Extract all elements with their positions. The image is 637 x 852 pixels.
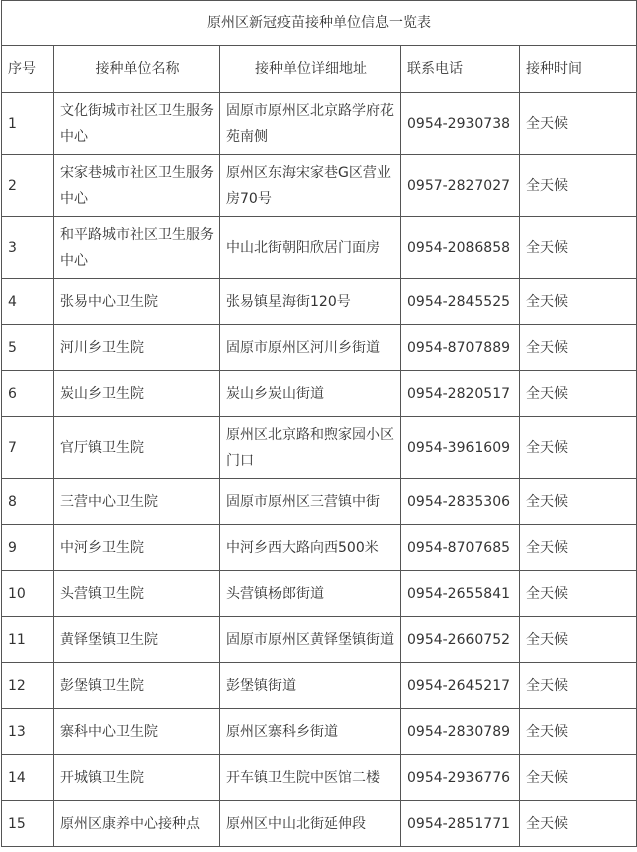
- table-row: [2, 755, 637, 801]
- cell-site-name: 文化街城市社区卫生服务中心: [54, 93, 220, 155]
- header-site-name: 接种单位名称: [54, 46, 220, 93]
- cell-address: 原州区东海宋家巷G区营业房70号: [220, 155, 401, 217]
- cell-time: 全天候: [520, 663, 637, 709]
- cell-time: 全天候: [520, 525, 637, 571]
- table-row: [2, 217, 637, 279]
- table-row: [2, 93, 637, 155]
- cell-phone: 0954-3961609: [401, 417, 520, 479]
- cell-address: 原州区寨科乡街道: [220, 709, 401, 755]
- cell-index: 7: [2, 417, 54, 479]
- table-title: 原州区新冠疫苗接种单位信息一览表: [2, 1, 637, 46]
- cell-phone: 0954-2655841: [401, 571, 520, 617]
- header-row: [2, 46, 637, 93]
- table-row: [2, 479, 637, 525]
- cell-address: 中山北街朝阳欣居门面房: [220, 217, 401, 279]
- cell-time: 全天候: [520, 479, 637, 525]
- vaccination-sites-table: [1, 0, 637, 847]
- cell-phone: 0954-2851771: [401, 801, 520, 847]
- cell-address: 原州区北京路和煦家园小区门口: [220, 417, 401, 479]
- cell-site-name: 开城镇卫生院: [54, 755, 220, 801]
- cell-address: 固原市原州区河川乡街道: [220, 325, 401, 371]
- table-row: [2, 801, 637, 847]
- cell-index: 4: [2, 279, 54, 325]
- cell-time: 全天候: [520, 325, 637, 371]
- cell-phone: 0954-8707685: [401, 525, 520, 571]
- cell-address: 固原市原州区北京路学府花苑南侧: [220, 93, 401, 155]
- table-row: [2, 525, 637, 571]
- cell-phone: 0954-2660752: [401, 617, 520, 663]
- cell-time: 全天候: [520, 371, 637, 417]
- cell-phone: 0954-2830789: [401, 709, 520, 755]
- header-index: 序号: [2, 46, 54, 93]
- cell-site-name: 原州区康养中心接种点: [54, 801, 220, 847]
- cell-time: 全天候: [520, 217, 637, 279]
- cell-site-name: 三营中心卫生院: [54, 479, 220, 525]
- header-phone: 联系电话: [401, 46, 520, 93]
- cell-phone: 0954-2645217: [401, 663, 520, 709]
- cell-phone: 0954-2086858: [401, 217, 520, 279]
- cell-index: 15: [2, 801, 54, 847]
- cell-time: 全天候: [520, 93, 637, 155]
- cell-index: 9: [2, 525, 54, 571]
- cell-index: 13: [2, 709, 54, 755]
- table-row: [2, 617, 637, 663]
- table-row: [2, 417, 637, 479]
- table-row: [2, 279, 637, 325]
- cell-index: 10: [2, 571, 54, 617]
- cell-address: 张易镇星海街120号: [220, 279, 401, 325]
- title-row: [2, 1, 637, 46]
- cell-site-name: 头营镇卫生院: [54, 571, 220, 617]
- cell-index: 2: [2, 155, 54, 217]
- cell-address: 头营镇杨郎街道: [220, 571, 401, 617]
- cell-site-name: 黄铎堡镇卫生院: [54, 617, 220, 663]
- cell-time: 全天候: [520, 279, 637, 325]
- vaccination-table-container: [1, 0, 636, 847]
- cell-time: 全天候: [520, 417, 637, 479]
- cell-index: 12: [2, 663, 54, 709]
- cell-phone: 0954-2930738: [401, 93, 520, 155]
- cell-phone: 0957-2827027: [401, 155, 520, 217]
- cell-address: 原州区中山北街延伸段: [220, 801, 401, 847]
- cell-site-name: 官厅镇卫生院: [54, 417, 220, 479]
- table-row: [2, 663, 637, 709]
- cell-address: 中河乡西大路向西500米: [220, 525, 401, 571]
- cell-time: 全天候: [520, 801, 637, 847]
- cell-phone: 0954-8707889: [401, 325, 520, 371]
- cell-address: 开车镇卫生院中医馆二楼: [220, 755, 401, 801]
- cell-site-name: 和平路城市社区卫生服务中心: [54, 217, 220, 279]
- cell-time: 全天候: [520, 571, 637, 617]
- cell-index: 8: [2, 479, 54, 525]
- cell-address: 固原市原州区黄铎堡镇街道: [220, 617, 401, 663]
- cell-time: 全天候: [520, 155, 637, 217]
- cell-time: 全天候: [520, 617, 637, 663]
- cell-site-name: 张易中心卫生院: [54, 279, 220, 325]
- cell-address: 固原市原州区三营镇中街: [220, 479, 401, 525]
- cell-time: 全天候: [520, 709, 637, 755]
- cell-index: 14: [2, 755, 54, 801]
- cell-site-name: 彭堡镇卫生院: [54, 663, 220, 709]
- cell-site-name: 中河乡卫生院: [54, 525, 220, 571]
- cell-phone: 0954-2820517: [401, 371, 520, 417]
- cell-phone: 0954-2835306: [401, 479, 520, 525]
- header-address: 接种单位详细地址: [220, 46, 401, 93]
- table-row: [2, 571, 637, 617]
- cell-address: 彭堡镇街道: [220, 663, 401, 709]
- cell-phone: 0954-2936776: [401, 755, 520, 801]
- cell-index: 1: [2, 93, 54, 155]
- table-row: [2, 155, 637, 217]
- cell-site-name: 寨科中心卫生院: [54, 709, 220, 755]
- cell-index: 11: [2, 617, 54, 663]
- cell-index: 5: [2, 325, 54, 371]
- cell-site-name: 河川乡卫生院: [54, 325, 220, 371]
- cell-index: 6: [2, 371, 54, 417]
- header-time: 接种时间: [520, 46, 637, 93]
- table-row: [2, 371, 637, 417]
- cell-time: 全天候: [520, 755, 637, 801]
- cell-address: 炭山乡炭山街道: [220, 371, 401, 417]
- cell-phone: 0954-2845525: [401, 279, 520, 325]
- table-row: [2, 709, 637, 755]
- cell-index: 3: [2, 217, 54, 279]
- table-row: [2, 325, 637, 371]
- cell-site-name: 炭山乡卫生院: [54, 371, 220, 417]
- cell-site-name: 宋家巷城市社区卫生服务中心: [54, 155, 220, 217]
